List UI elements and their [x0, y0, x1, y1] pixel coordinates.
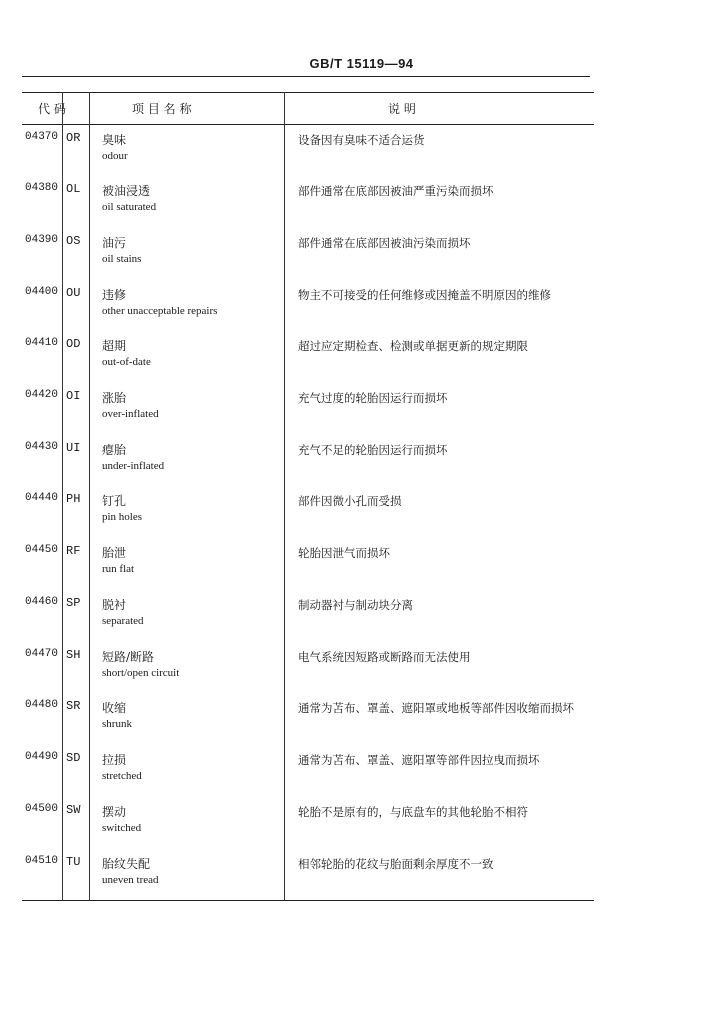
page-header: GB/T 15119—94	[309, 56, 414, 71]
row-name-cn: 瘪胎	[102, 443, 127, 457]
row-description: 充气不足的轮胎因运行而损坏	[298, 443, 448, 457]
row-description: 部件通常在底部因被油污染而损坏	[298, 236, 471, 250]
row-description: 轮胎因泄气而损坏	[298, 546, 390, 560]
column-header-code: 代 码	[38, 102, 66, 116]
row-description: 部件因微小孔而受损	[298, 494, 402, 508]
row-code: 04470	[25, 648, 59, 660]
row-name-en: shrunk	[102, 718, 132, 730]
row-code: 04410	[25, 337, 59, 349]
row-description: 通常为苫布、罩盖、遮阳罩等部件因拉曳而损坏	[298, 753, 540, 767]
row-description: 电气系统因短路或断路而无法使用	[298, 650, 471, 664]
row-name-en: short/open circuit	[102, 667, 180, 679]
column-header-rule	[22, 124, 594, 125]
row-name-en: over-inflated	[102, 408, 159, 420]
row-name-en: separated	[102, 615, 144, 627]
row-code: 04380	[25, 182, 59, 194]
row-code: 04430	[25, 441, 59, 453]
header-rule	[22, 76, 590, 77]
row-abbr: SR	[66, 699, 81, 713]
row-abbr: TU	[66, 855, 81, 869]
row-description: 物主不可接受的任何维修或因掩盖不明原因的维修	[298, 288, 551, 302]
row-code: 04440	[25, 492, 59, 504]
row-description: 轮胎不是原有的，与底盘车的其他轮胎不相符	[298, 805, 528, 819]
row-abbr: OD	[66, 337, 81, 351]
table-top-rule	[22, 92, 594, 93]
row-description: 制动器衬与制动块分离	[298, 598, 413, 612]
row-name-cn: 钉孔	[102, 494, 127, 508]
row-name-cn: 臭味	[102, 133, 127, 147]
table-row	[0, 441, 723, 493]
row-name-en: pin holes	[102, 511, 143, 523]
row-name-en: stretched	[102, 770, 142, 782]
row-code: 04450	[25, 544, 59, 556]
row-abbr: OS	[66, 234, 81, 248]
row-abbr: SP	[66, 596, 81, 610]
row-code: 04490	[25, 751, 59, 763]
row-description: 相邻轮胎的花纹与胎面剩余厚度不一致	[298, 857, 494, 871]
row-abbr: SH	[66, 648, 81, 662]
row-abbr: OI	[66, 389, 81, 403]
row-description: 通常为苫布、罩盖、遮阳罩或地板等部件因收缩而损坏	[298, 701, 574, 715]
row-name-cn: 脱衬	[102, 598, 127, 612]
column-header-name: 项 目 名 称	[132, 102, 192, 116]
row-name-cn: 涨胎	[102, 391, 127, 405]
row-abbr: OL	[66, 182, 81, 196]
row-name-cn: 被油浸透	[102, 184, 151, 198]
row-code: 04390	[25, 234, 59, 246]
table-row	[0, 648, 723, 700]
row-description: 充气过度的轮胎因运行而损坏	[298, 391, 448, 405]
row-name-cn: 摆动	[102, 805, 127, 819]
table-row	[0, 389, 723, 441]
row-name-cn: 油污	[102, 236, 127, 250]
row-code: 04370	[25, 131, 59, 143]
table-row	[0, 234, 723, 286]
row-description: 部件通常在底部因被油严重污染而损坏	[298, 184, 494, 198]
row-name-en: under-inflated	[102, 460, 165, 472]
row-name-cn: 违修	[102, 288, 127, 302]
row-name-en: odour	[102, 150, 128, 162]
row-code: 04460	[25, 596, 59, 608]
row-description: 超过应定期检查、检测或单据更新的规定期限	[298, 339, 528, 353]
row-name-en: oil saturated	[102, 201, 157, 213]
table-row	[0, 544, 723, 596]
column-header-description: 说 明	[388, 102, 416, 116]
row-name-cn: 胎泄	[102, 546, 127, 560]
row-name-en: other unacceptable repairs	[102, 305, 218, 317]
row-name-en: switched	[102, 822, 142, 834]
row-abbr: PH	[66, 492, 81, 506]
row-code: 04480	[25, 699, 59, 711]
row-name-cn: 超期	[102, 339, 127, 353]
table-row	[0, 182, 723, 234]
row-name-en: run flat	[102, 563, 135, 575]
row-abbr: OR	[66, 131, 81, 145]
table-row	[0, 131, 723, 183]
row-abbr: UI	[66, 441, 81, 455]
row-abbr: SD	[66, 751, 81, 765]
row-name-en: uneven tread	[102, 874, 159, 886]
row-description: 设备因有臭味不适合运货	[298, 133, 425, 147]
row-name-cn: 胎纹失配	[102, 857, 151, 871]
row-name-en: oil stains	[102, 253, 142, 265]
row-code: 04510	[25, 855, 59, 867]
row-name-cn: 拉损	[102, 753, 127, 767]
table-row	[0, 596, 723, 648]
row-code: 04500	[25, 803, 59, 815]
row-abbr: SW	[66, 803, 81, 817]
table-row	[0, 803, 723, 855]
row-abbr: OU	[66, 286, 81, 300]
row-abbr: RF	[66, 544, 81, 558]
table-row	[0, 337, 723, 389]
row-code: 04400	[25, 286, 59, 298]
table-row	[0, 699, 723, 751]
table-row	[0, 492, 723, 544]
row-code: 04420	[25, 389, 59, 401]
table-row	[0, 855, 723, 907]
row-name-cn: 收缩	[102, 701, 127, 715]
table-row	[0, 751, 723, 803]
row-name-en: out-of-date	[102, 356, 151, 368]
table-row	[0, 286, 723, 338]
row-name-cn: 短路/断路	[102, 650, 155, 664]
